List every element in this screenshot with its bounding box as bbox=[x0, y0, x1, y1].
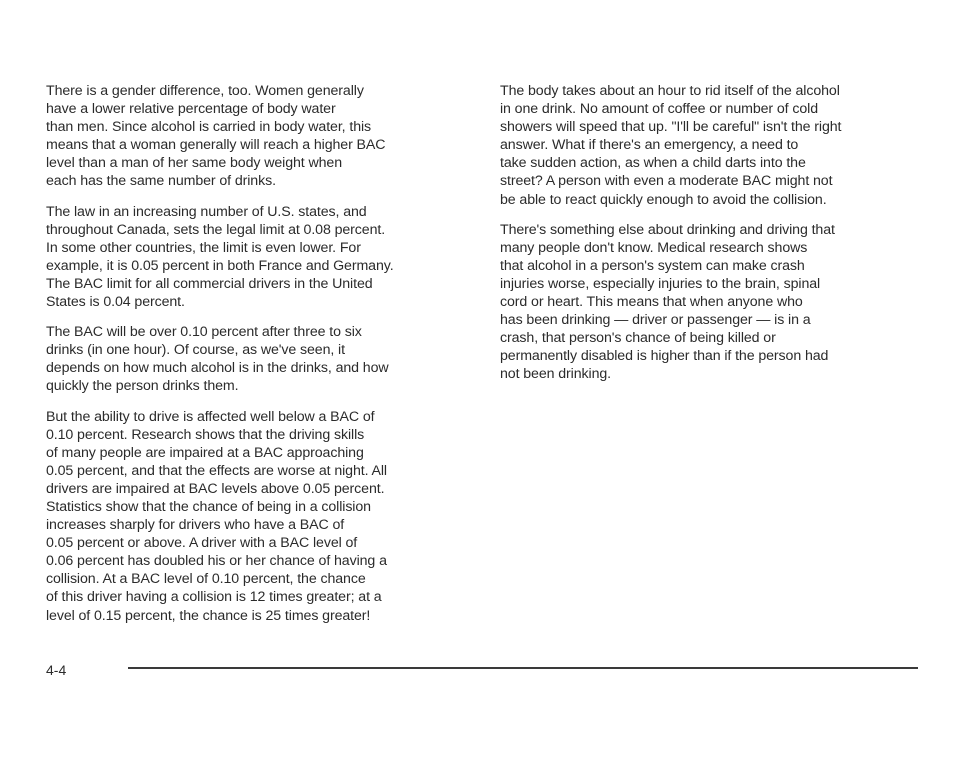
text-line: 0.05 percent or above. A driver with a BAC level of bbox=[46, 535, 358, 552]
text-line: The body takes about an hour to rid itself of the alcohol bbox=[500, 83, 840, 99]
paragraph-bac-drinks bbox=[46, 323, 471, 395]
text-line: that alcohol in a person's system can make crash bbox=[500, 257, 805, 274]
text-line: answer. What if there's an emergency, a need to bbox=[500, 137, 799, 154]
text-line: crash, that person's chance of being killed or bbox=[500, 330, 776, 347]
text-line: In some other countries, the limit is even lower. For bbox=[46, 239, 361, 256]
text-line: The BAC limit for all commercial drivers in the United bbox=[46, 275, 373, 292]
text-line: of this driver having a collision is 12 times greater; at a bbox=[46, 589, 382, 606]
text-line: means that a woman generally will reach a higher BAC bbox=[46, 137, 386, 154]
text-line: not been drinking. bbox=[500, 366, 611, 383]
text-line: level than a man of her same body weight when bbox=[46, 155, 342, 172]
text-line: depends on how much alcohol is in the drinks, and how bbox=[46, 360, 389, 377]
text-line: many people don't know. Medical research shows bbox=[500, 239, 808, 256]
text-line: in one drink. No amount of coffee or number of cold bbox=[500, 101, 818, 118]
text-line: showers will speed that up. "I'll be careful" isn't the right bbox=[500, 119, 842, 136]
text-line: injuries worse, especially injuries to the brain, spinal bbox=[500, 275, 821, 292]
text-line: The law in an increasing number of U.S. states, and bbox=[46, 203, 367, 220]
text-line: But the ability to drive is affected well below a BAC of bbox=[46, 408, 375, 425]
text-line: each has the same number of drinks. bbox=[46, 173, 276, 190]
text-line: Statistics show that the chance of being in a collision bbox=[46, 498, 371, 515]
text-line: There is a gender difference, too. Women generally bbox=[46, 83, 364, 99]
text-line: quickly the person drinks them. bbox=[46, 378, 239, 395]
paragraph-crash-injuries bbox=[500, 221, 920, 384]
text-line: drinks (in one hour). Of course, as we've seen, it bbox=[46, 342, 345, 359]
text-line: level of 0.15 percent, the chance is 25 times greater! bbox=[46, 607, 371, 624]
text-line: throughout Canada, sets the legal limit at 0.08 percent. bbox=[46, 221, 386, 238]
paragraph-alcohol-elimination bbox=[500, 82, 920, 209]
text-line: collision. At a BAC level of 0.10 percent, the chance bbox=[46, 571, 366, 588]
text-line: street? A person with even a moderate BAC might not bbox=[500, 173, 833, 190]
paragraph-driving-ability bbox=[46, 408, 471, 625]
text-line: drivers are impaired at BAC levels above 0.05 percent. bbox=[46, 480, 385, 497]
text-line: have a lower relative percentage of body water bbox=[46, 101, 336, 118]
right-column bbox=[500, 82, 920, 396]
text-line: 0.10 percent. Research shows that the driving skills bbox=[46, 426, 365, 443]
paragraph-legal-limit bbox=[46, 203, 471, 312]
paragraph-gender-difference bbox=[46, 82, 471, 191]
text-line: example, it is 0.05 percent in both France and Germany. bbox=[46, 257, 394, 274]
text-line: permanently disabled is higher than if the person had bbox=[500, 348, 829, 365]
text-line: of many people are impaired at a BAC approaching bbox=[46, 444, 364, 461]
text-line: There's something else about drinking and driving that bbox=[500, 221, 835, 238]
text-line: has been drinking — driver or passenger — is in a bbox=[500, 312, 811, 329]
text-line: 0.05 percent, and that the effects are worse at night. All bbox=[46, 462, 387, 479]
text-line: cord or heart. This means that when anyone who bbox=[500, 294, 803, 311]
text-line: be able to react quickly enough to avoid the collision. bbox=[500, 191, 827, 208]
text-line: States is 0.04 percent. bbox=[46, 294, 185, 311]
left-column bbox=[46, 82, 471, 637]
text-line: 0.06 percent has doubled his or her chance of having a bbox=[46, 553, 387, 570]
text-line: The BAC will be over 0.10 percent after three to six bbox=[46, 324, 362, 341]
text-line: than men. Since alcohol is carried in body water, this bbox=[46, 119, 372, 136]
footer-divider bbox=[128, 667, 918, 669]
page-number: 4-4 bbox=[46, 662, 67, 678]
text-line: take sudden action, as when a child darts into the bbox=[500, 155, 806, 172]
text-line: increases sharply for drivers who have a BAC of bbox=[46, 517, 345, 534]
